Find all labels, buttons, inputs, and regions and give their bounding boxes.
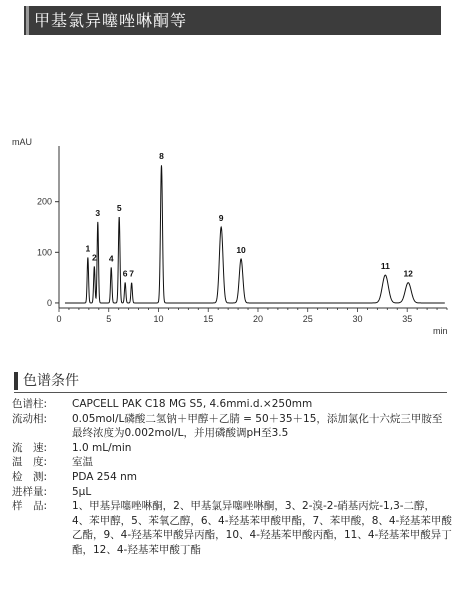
x-axis-label: min <box>433 326 448 336</box>
x-tick-label: 10 <box>153 314 164 324</box>
condition-row-injection-volume <box>12 485 452 500</box>
peak-label: 12 <box>403 268 413 279</box>
condition-label: 检 测: <box>12 470 48 483</box>
page-title-bar <box>20 6 441 35</box>
condition-label: 温 度: <box>12 456 48 469</box>
condition-row-column <box>12 397 452 412</box>
condition-value: 1.0 mL/min <box>72 441 132 454</box>
peak-label: 4 <box>108 253 114 264</box>
condition-label: 样 品: <box>12 500 48 513</box>
condition-row-sample <box>12 499 452 557</box>
condition-row-detection <box>12 470 452 485</box>
x-tick-label: 20 <box>252 314 263 324</box>
conditions-header: 色谱条件 <box>14 372 79 390</box>
peak-label: 5 <box>116 202 122 213</box>
condition-value: CAPCELL PAK C18 MG S5, 4.6mmi.d.×250mm <box>72 398 313 410</box>
x-tick-label: 35 <box>402 314 413 324</box>
peak-label: 7 <box>129 268 134 279</box>
condition-row-temperature <box>12 455 452 470</box>
peak-label: 8 <box>159 151 164 162</box>
condition-label: 流动相: <box>12 412 48 425</box>
peak-label: 11 <box>380 261 390 272</box>
peak-label: 9 <box>218 213 224 223</box>
condition-row-flow-rate <box>12 441 452 456</box>
x-tick-label: 0 <box>56 314 62 324</box>
chromatogram-chart <box>0 132 461 342</box>
chromatogram-trace <box>65 165 445 303</box>
y-tick-label: 100 <box>36 247 52 258</box>
x-tick-label: 30 <box>352 314 363 324</box>
y-tick-label: 0 <box>46 297 52 308</box>
y-axis-label: mAU <box>12 137 32 147</box>
peak-label: 6 <box>122 268 128 279</box>
condition-label: 流 速: <box>12 441 48 454</box>
condition-value: 1、甲基异噻唑啉酮，2、甲基氯异噻唑啉酮，3、2-溴-2-硝基丙烷-1,3-二醇，4、苯甲醇，5、苯氧乙醇，6、4-羟基苯甲酸甲酯，7、苯甲酸，8、4-羟基苯甲酸乙酯，9、4-羟基苯甲酸异丙酯，10、4-羟基苯甲酸丙酯，11、4-羟基苯甲酸异丁酯，12、4-羟基苯甲酸丁酯 <box>72 500 452 556</box>
condition-value: PDA 254 nm <box>72 470 138 483</box>
x-tick-label: 5 <box>106 314 112 324</box>
conditions-divider <box>14 392 447 393</box>
title-accent-stripe <box>26 6 29 35</box>
peak-label: 1 <box>85 243 91 254</box>
peak-label: 10 <box>236 244 246 255</box>
x-tick-label: 15 <box>203 314 214 324</box>
page-title: 甲基氯异噻唑啉酮等 <box>34 11 188 30</box>
x-tick-label: 25 <box>302 314 313 324</box>
condition-value: 室温 <box>72 456 93 469</box>
conditions-list <box>12 397 452 558</box>
condition-label: 进样量: <box>12 485 48 498</box>
condition-value: 0.05mol/L磷酸二氢钠＋甲醇＋乙腈 = 50＋35＋15，添加氯化十六烷三甲胺至最终浓度为0.002mol/L，并用磷酸调pH至3.5 <box>72 412 443 440</box>
condition-row-mobile-phase <box>12 412 452 441</box>
peak-label: 2 <box>91 252 97 263</box>
condition-value: 5μL <box>72 485 92 498</box>
y-tick-label: 200 <box>36 196 52 207</box>
peak-label: 3 <box>95 207 101 218</box>
condition-label: 色谱柱: <box>12 398 48 410</box>
